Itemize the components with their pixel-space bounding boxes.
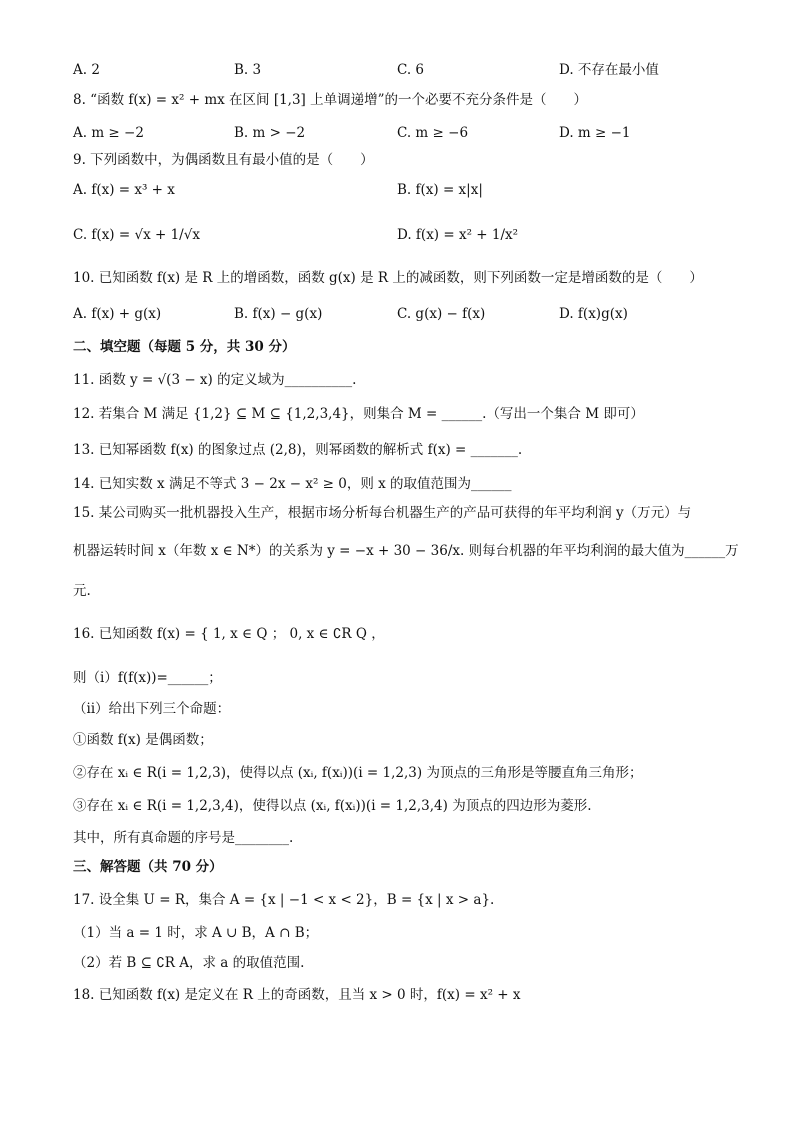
q10-option-d: D. f(x)g(x) xyxy=(559,306,628,322)
q16-part-2: （ⅱ）给出下列三个命题： xyxy=(73,701,231,717)
q7-option-c: C. 6 xyxy=(397,62,425,78)
q10-option-b: B. f(x) − g(x) xyxy=(234,306,323,322)
q9-option-c: C. f(x) = √x + 1/√x xyxy=(73,227,200,243)
q15-line-2: 机器运转时间 x（年数 x ∈ N*）的关系为 y = −x + 30 − 36/x. 则每台机器的年平均利润的最大值为______万 xyxy=(73,543,739,559)
q9-option-b: B. f(x) = x|x| xyxy=(397,182,483,198)
q9-option-a: A. f(x) = x³ + x xyxy=(73,182,175,198)
q17-stem: 17. 设全集 U = R，集合 A = {x | −1 < x < 2}，B = {x | x > a}. xyxy=(73,892,495,908)
q10-stem: 10. 已知函数 f(x) 是 R 上的增函数，函数 g(x) 是 R 上的减函数，则下列函数一定是增函数的是（ ） xyxy=(73,270,703,286)
q12: 12. 若集合 M 满足 {1,2} ⊆ M ⊆ {1,2,3,4}，则集合 M = ______.（写出一个集合 M 即可） xyxy=(73,406,644,422)
q7-option-b: B. 3 xyxy=(234,62,262,78)
q16-stem: 16. 已知函数 f(x) = { 1, x ∈ Q ； 0, x ∈ ∁R Q ， xyxy=(73,626,385,642)
q17-part-1: （1）当 a = 1 时，求 A ∪ B，A ∩ B； xyxy=(73,925,319,941)
q10-option-c: C. g(x) − f(x) xyxy=(397,306,486,322)
q16-proposition-2: ②存在 xᵢ ∈ R(i = 1,2,3)，使得以点 (xᵢ, f(xᵢ))(i = 1,2,3) 为顶点的三角形是等腰直角三角形； xyxy=(73,765,643,781)
q8-stem: 8. “函数 f(x) = x² + mx 在区间 [1,3] 上单调递增”的一个必要不充分条件是（ ） xyxy=(73,92,588,108)
q15-line-1: 15. 某公司购买一批机器投入生产，根据市场分析每台机器生产的产品可获得的年平均利润 y（万元）与 xyxy=(73,505,692,521)
q16-conclusion: 其中，所有真命题的序号是________. xyxy=(73,830,294,846)
q8-option-b: B. m > −2 xyxy=(234,125,306,141)
q16-proposition-3: ③存在 xᵢ ∈ R(i = 1,2,3,4)，使得以点 (xᵢ, f(xᵢ))(i = 1,2,3,4) 为顶点的四边形为菱形. xyxy=(73,798,592,814)
q13: 13. 已知幂函数 f(x) 的图象过点 (2,8)，则幂函数的解析式 f(x) = _______. xyxy=(73,442,523,458)
q8-option-a: A. m ≥ −2 xyxy=(73,125,144,141)
q16-proposition-1: ①函数 f(x) 是偶函数； xyxy=(73,732,213,748)
q8-option-c: C. m ≥ −6 xyxy=(397,125,469,141)
q8-option-d: D. m ≥ −1 xyxy=(559,125,631,141)
q18-stem: 18. 已知函数 f(x) 是定义在 R 上的奇函数，且当 x > 0 时，f(x) = x² + x xyxy=(73,987,521,1003)
q14: 14. 已知实数 x 满足不等式 3 − 2x − x² ≥ 0，则 x 的取值范围为______ xyxy=(73,476,512,492)
section-2-heading: 二、填空题（每题 5 分，共 30 分） xyxy=(73,339,296,355)
q9-option-d: D. f(x) = x² + 1/x² xyxy=(397,227,519,243)
q16-part-1: 则（ⅰ）f(f(x))=______； xyxy=(73,670,222,686)
q9-stem: 9. 下列函数中，为偶函数且有最小值的是（ ） xyxy=(73,152,374,168)
q10-option-a: A. f(x) + g(x) xyxy=(73,306,162,322)
q17-part-2: （2）若 B ⊆ ∁R A，求 a 的取值范围. xyxy=(73,955,305,971)
q11: 11. 函数 y = √(3 − x) 的定义域为__________. xyxy=(73,372,357,388)
q7-option-d: D. 不存在最小值 xyxy=(559,62,659,78)
q15-line-3: 元. xyxy=(73,583,91,599)
q7-option-a: A. 2 xyxy=(73,62,100,78)
section-3-heading: 三、解答题（共 70 分） xyxy=(73,859,223,875)
